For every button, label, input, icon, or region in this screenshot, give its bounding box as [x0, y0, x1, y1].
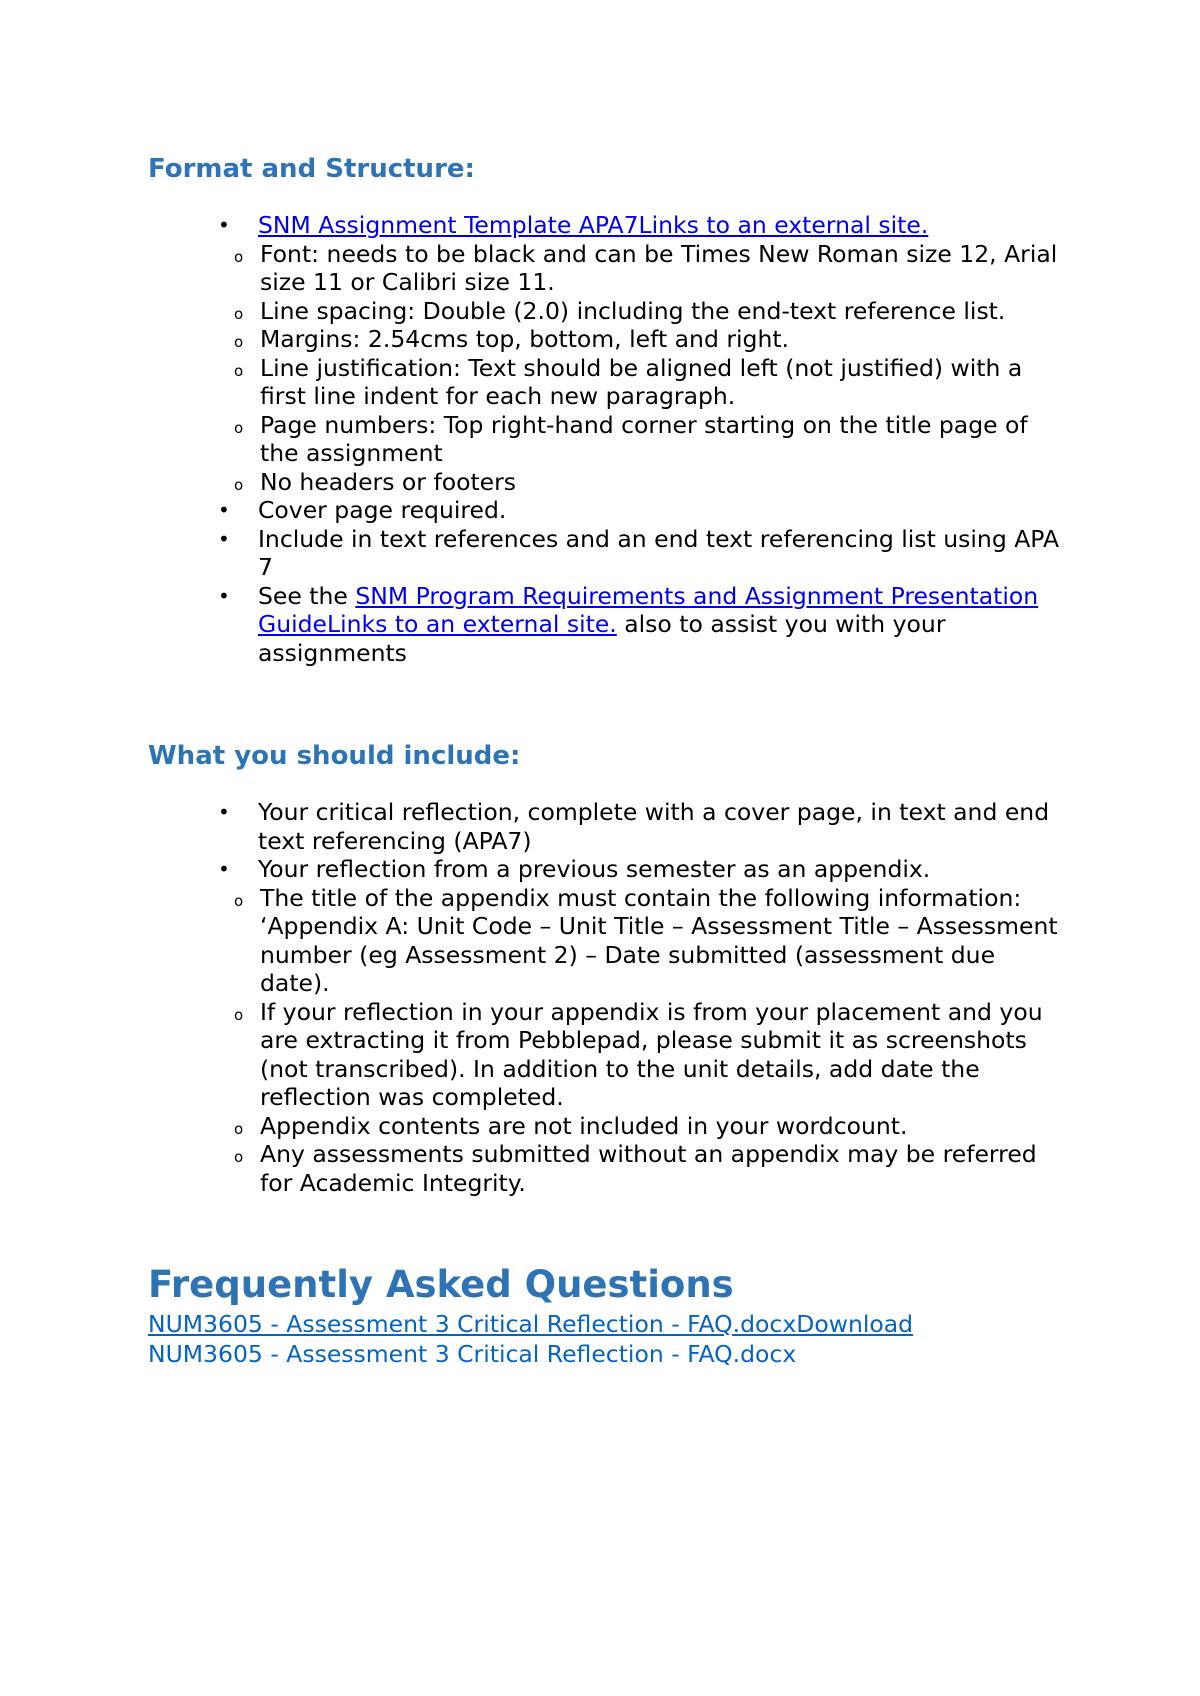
list-item — [148, 411, 1068, 468]
previous-reflection-text: Your reflection from a previous semester as an appendix. — [258, 855, 931, 883]
include-sublist — [148, 884, 1068, 1198]
circle-bullet-icon: o — [234, 475, 244, 494]
academic-integrity-text: Any assessments submitted without an appendix may be referred for Academic Integrity. — [260, 1140, 1037, 1197]
bullet-icon: • — [218, 526, 230, 551]
list-item — [148, 582, 1068, 668]
faq-file-link-2[interactable]: NUM3605 - Assessment 3 Critical Reflection - FAQ.docx — [148, 1340, 797, 1368]
headers-footers-requirement: No headers or footers — [260, 467, 517, 496]
faq-heading: Frequently Asked Questions — [148, 1263, 734, 1306]
list-item — [148, 525, 1068, 582]
format-structure-heading: Format and Structure: — [148, 154, 475, 184]
include-heading: What you should include: — [148, 741, 521, 771]
bullet-icon: • — [218, 583, 230, 608]
faq-download-row — [148, 1309, 1068, 1339]
font-requirement: Font: needs to be black and can be Times New Roman size 12, Arial size 11 or Calibri size 11. — [260, 239, 1058, 296]
circle-bullet-icon: o — [234, 1119, 244, 1138]
circle-bullet-icon: o — [234, 247, 244, 266]
circle-bullet-icon: o — [234, 361, 244, 380]
list-item — [148, 1112, 1068, 1141]
list-item — [148, 496, 1068, 525]
list-item — [148, 325, 1068, 354]
bullet-icon: • — [218, 800, 230, 824]
list-item — [148, 1140, 1068, 1197]
list-item — [148, 297, 1068, 326]
margins-requirement: Margins: 2.54cms top, bottom, left and right. — [260, 325, 790, 353]
cover-page-text: Cover page required. — [258, 496, 507, 524]
faq-file-link[interactable]: NUM3605 - Assessment 3 Critical Reflection - FAQ.docx — [148, 1310, 797, 1338]
list-item — [148, 240, 1068, 297]
see-suffix-text: also to assist you with your assignments — [258, 610, 946, 667]
circle-bullet-icon: o — [234, 891, 244, 910]
bullet-icon: • — [218, 498, 230, 522]
faq-links — [148, 1309, 1068, 1369]
document-page — [148, 152, 1068, 1369]
circle-bullet-icon: o — [234, 1148, 244, 1166]
download-link[interactable]: Download — [796, 1310, 914, 1338]
circle-bullet-icon: o — [234, 1005, 244, 1024]
list-item — [148, 468, 1068, 497]
format-sublist — [148, 240, 1068, 497]
appendix-title-text: The title of the appendix must contain the following information: ‘Appendix A: Unit Code – Unit Title – Assessment Title – Assessment number (eg Assessment 2) – Date submitted (assessment due date). — [260, 883, 1058, 997]
wordcount-text: Appendix contents are not included in your wordcount. — [260, 1111, 908, 1140]
list-item — [148, 855, 1068, 1197]
snm-guide-link[interactable]: SNM Program Requirements and Assignment Presentation GuideLinks to an external site. — [258, 581, 1039, 638]
see-prefix-text: See the — [258, 581, 356, 610]
list-item — [148, 884, 1068, 998]
line-spacing-requirement: Line spacing: Double (2.0) including the end-text reference list. — [260, 296, 1006, 325]
critical-reflection-text: Your critical reflection, complete with a cover page, in text and end text referencing (APA7) — [258, 798, 1050, 855]
list-item — [148, 798, 1068, 855]
pebblepad-text: If your reflection in your appendix is from your placement and you are extracting it from Pebblepad, please submit it as screenshots (not transcribed). In addition to the unit details, add date the reflection was completed. — [260, 997, 1043, 1111]
list-item — [148, 998, 1068, 1112]
justification-requirement: Line justification: Text should be aligned left (not justified) with a first line indent for each new paragraph. — [260, 353, 1023, 410]
page-numbers-requirement: Page numbers: Top right-hand corner starting on the title page of the assignment — [260, 410, 1028, 467]
bullet-icon: • — [218, 857, 230, 881]
format-list — [148, 211, 1068, 667]
references-text: Include in text references and an end text referencing list using APA 7 — [258, 524, 1060, 581]
list-item — [148, 211, 1068, 496]
snm-template-link[interactable]: SNM Assignment Template APA7Links to an external site. — [258, 211, 929, 239]
list-item — [148, 354, 1068, 411]
circle-bullet-icon: o — [234, 304, 244, 323]
bullet-icon: • — [218, 213, 230, 237]
circle-bullet-icon: o — [234, 418, 244, 437]
circle-bullet-icon: o — [234, 333, 244, 351]
include-list — [148, 798, 1068, 1197]
